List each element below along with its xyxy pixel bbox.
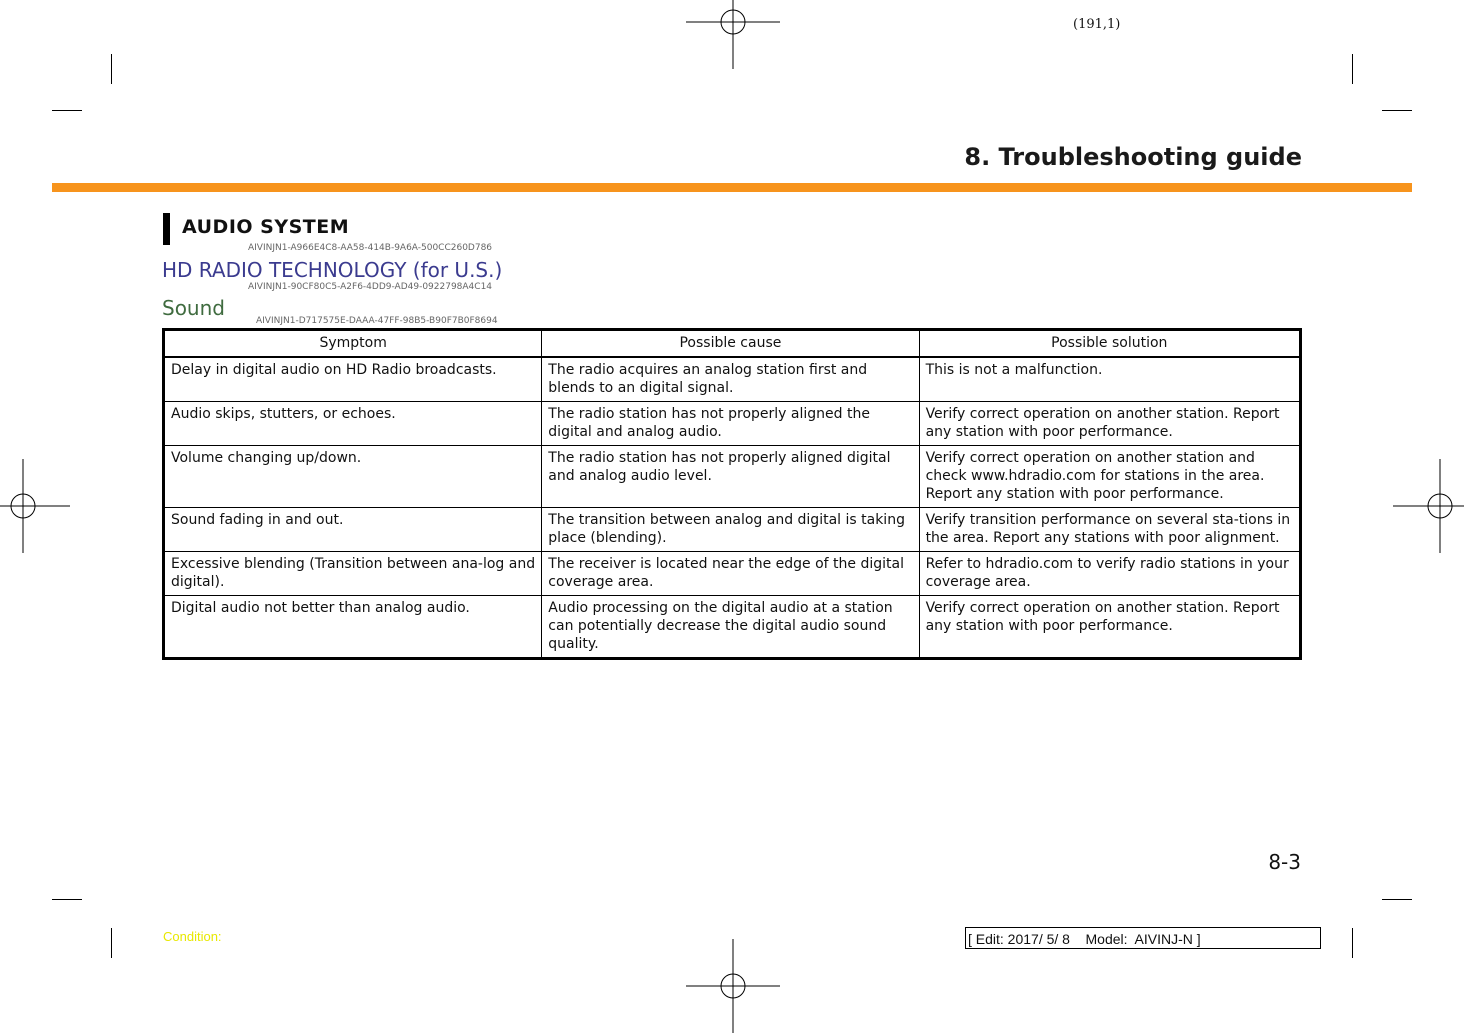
- cause-cell: Audio processing on the digital audio at a station can potentially decrease the digital audio sound quality.: [542, 596, 919, 659]
- subsection-id: AIVINJN1-90CF80C5-A2F6-4DD9-AD49-0922798A4C14: [248, 282, 493, 292]
- symptom-cell: Sound fading in and out.: [164, 508, 542, 552]
- section-id: AIVINJN1-A966E4C8-AA58-414B-9A6A-500CC260D786: [248, 243, 493, 253]
- page-reference: (191,1): [1073, 17, 1121, 32]
- crop-mark: [111, 54, 112, 84]
- solution-cell: Verify correct operation on another station and check www.hdradio.com for stations in the area. Report any station with poor performance.: [919, 446, 1300, 508]
- symptom-cell: Volume changing up/down.: [164, 446, 542, 508]
- chapter-title: 8. Troubleshooting guide: [964, 143, 1302, 171]
- table-row: [164, 357, 1301, 402]
- cause-cell: The receiver is located near the edge of the digital coverage area.: [542, 552, 919, 596]
- cause-cell: The radio acquires an analog station first and blends to an digital signal.: [542, 357, 919, 402]
- header-accent-bar: [52, 183, 1412, 192]
- registration-mark-left: [0, 459, 70, 553]
- header-possible-solution: Possible solution: [919, 330, 1300, 358]
- crop-mark: [1382, 110, 1412, 111]
- solution-cell: Verify transition performance on several sta-tions in the area. Report any stations with poor alignment.: [919, 508, 1300, 552]
- crop-mark: [1382, 899, 1412, 900]
- header-symptom: Symptom: [164, 330, 542, 358]
- edit-info-box: [ Edit: 2017/ 5/ 8 Model: AIVINJ-N ]: [965, 927, 1321, 949]
- table-row: [164, 596, 1301, 659]
- registration-mark-right: [1393, 459, 1464, 553]
- crop-mark: [111, 928, 112, 958]
- header-possible-cause: Possible cause: [542, 330, 919, 358]
- subsection-title: HD RADIO TECHNOLOGY (for U.S.): [162, 258, 503, 282]
- table-row: [164, 508, 1301, 552]
- symptom-cell: Delay in digital audio on HD Radio broadcasts.: [164, 357, 542, 402]
- cause-cell: The radio station has not properly aligned the digital and analog audio.: [542, 402, 919, 446]
- page-number: 8-3: [1268, 850, 1301, 874]
- condition-label: Condition:: [163, 929, 222, 944]
- subsubsection-id: AIVINJN1-D717575E-DAAA-47FF-98B5-B90F7B0F8694: [256, 316, 498, 326]
- solution-cell: This is not a malfunction.: [919, 357, 1300, 402]
- table-row: [164, 446, 1301, 508]
- subsubsection-title: Sound: [162, 296, 225, 320]
- solution-cell: Verify correct operation on another station. Report any station with poor performance.: [919, 596, 1300, 659]
- table-row: [164, 552, 1301, 596]
- crop-mark: [52, 899, 82, 900]
- registration-mark-top: [686, 0, 780, 69]
- solution-cell: Refer to hdradio.com to verify radio stations in your coverage area.: [919, 552, 1300, 596]
- symptom-cell: Audio skips, stutters, or echoes.: [164, 402, 542, 446]
- crop-mark: [52, 110, 82, 111]
- section-title: AUDIO SYSTEM: [182, 216, 350, 238]
- table-row: [164, 402, 1301, 446]
- troubleshooting-table: [162, 328, 1302, 660]
- cause-cell: The radio station has not properly aligned digital and analog audio level.: [542, 446, 919, 508]
- symptom-cell: Excessive blending (Transition between ana-log and digital).: [164, 552, 542, 596]
- crop-mark: [1352, 928, 1353, 958]
- registration-mark-bottom: [686, 939, 780, 1033]
- table-header-row: [164, 330, 1301, 358]
- section-marker: [163, 213, 170, 245]
- cause-cell: The transition between analog and digital is taking place (blending).: [542, 508, 919, 552]
- solution-cell: Verify correct operation on another station. Report any station with poor performance.: [919, 402, 1300, 446]
- crop-mark: [1352, 54, 1353, 84]
- symptom-cell: Digital audio not better than analog audio.: [164, 596, 542, 659]
